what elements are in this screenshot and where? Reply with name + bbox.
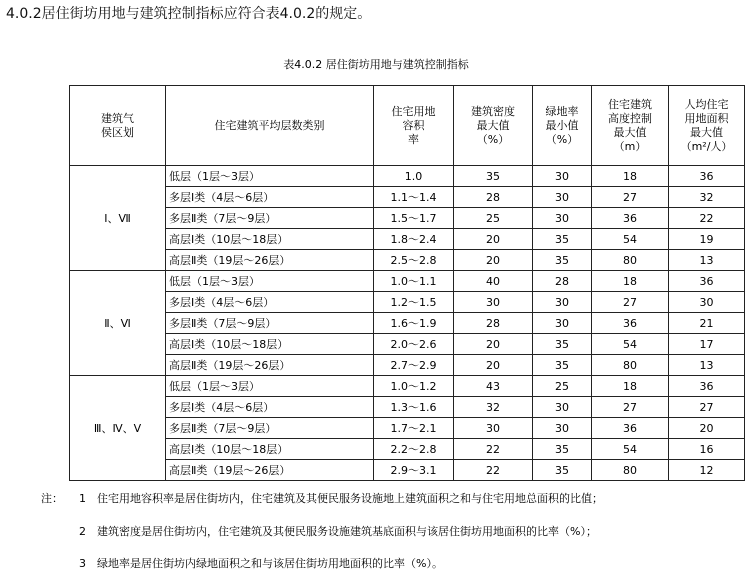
column-header-line: 最小值 [545, 118, 579, 132]
area-cell: 27 [669, 397, 745, 418]
type-cell: 高层Ⅰ类（10层～18层） [166, 334, 374, 355]
area-cell: 36 [669, 271, 745, 292]
green-cell: 35 [533, 460, 592, 481]
area-cell: 16 [669, 439, 745, 460]
density-cell: 25 [454, 208, 533, 229]
type-cell: 多层Ⅰ类（4层～6层） [166, 292, 374, 313]
table-body [70, 166, 745, 481]
area-cell: 32 [669, 187, 745, 208]
density-cell: 32 [454, 397, 533, 418]
height-cell: 36 [592, 208, 669, 229]
type-cell: 多层Ⅰ类（4层～6层） [166, 187, 374, 208]
density-cell: 20 [454, 250, 533, 271]
density-cell: 40 [454, 271, 533, 292]
column-header-line: 建筑气 [101, 111, 134, 125]
type-cell: 多层Ⅱ类（7层～9层） [166, 313, 374, 334]
type-cell: 高层Ⅰ类（10层～18层） [166, 229, 374, 250]
height-cell: 36 [592, 418, 669, 439]
header-row [70, 86, 745, 166]
height-cell: 36 [592, 313, 669, 334]
table-row [70, 166, 745, 187]
far-cell: 1.0～1.2 [374, 376, 454, 397]
column-header-line: 率 [408, 132, 419, 146]
type-cell: 低层（1层～3层） [166, 166, 374, 187]
density-cell: 22 [454, 439, 533, 460]
green-cell: 35 [533, 355, 592, 376]
column-header-line: 绿地率 [545, 104, 579, 118]
table-row [70, 208, 745, 229]
green-cell: 25 [533, 376, 592, 397]
area-cell: 36 [669, 166, 745, 187]
column-header-line: 住宅用地 [391, 104, 436, 118]
height-cell: 18 [592, 271, 669, 292]
climate-zone-cell: Ⅱ、Ⅵ [70, 271, 166, 376]
table-row [70, 418, 745, 439]
height-cell: 54 [592, 334, 669, 355]
density-cell: 20 [454, 355, 533, 376]
table-row [70, 271, 745, 292]
density-cell: 35 [454, 166, 533, 187]
column-header-line: （%） [476, 132, 510, 146]
note-line [41, 491, 603, 507]
far-cell: 2.0～2.6 [374, 334, 454, 355]
height-cell: 80 [592, 460, 669, 481]
column-header [70, 86, 166, 166]
table-row [70, 439, 745, 460]
far-cell: 2.9～3.1 [374, 460, 454, 481]
column-header-line: 建筑密度 [471, 104, 515, 118]
far-cell: 1.3～1.6 [374, 397, 454, 418]
area-cell: 17 [669, 334, 745, 355]
area-cell: 30 [669, 292, 745, 313]
area-cell: 13 [669, 250, 745, 271]
height-cell: 27 [592, 187, 669, 208]
table-row [70, 292, 745, 313]
green-cell: 30 [533, 187, 592, 208]
height-cell: 18 [592, 376, 669, 397]
section-heading: 4.0.2居住街坊用地与建筑控制指标应符合表4.0.2的规定。 [6, 6, 372, 22]
area-cell: 19 [669, 229, 745, 250]
green-cell: 35 [533, 250, 592, 271]
table-caption: 表4.0.2 居住街坊用地与建筑控制指标 [283, 58, 469, 71]
green-cell: 35 [533, 334, 592, 355]
density-cell: 22 [454, 460, 533, 481]
type-cell: 高层Ⅱ类（19层～26层） [166, 355, 374, 376]
note-text: 住宅用地容积率是居住街坊内，住宅建筑及其便民服务设施地上建筑面积之和与住宅用地总面积的比值； [97, 492, 603, 505]
type-cell: 高层Ⅱ类（19层～26层） [166, 250, 374, 271]
far-cell: 1.5～1.7 [374, 208, 454, 229]
table-row [70, 355, 745, 376]
far-cell: 1.2～1.5 [374, 292, 454, 313]
green-cell: 30 [533, 166, 592, 187]
green-cell: 30 [533, 313, 592, 334]
note-number: 2 [79, 525, 86, 538]
column-header-line: 高度控制 [608, 111, 652, 125]
note-line [41, 524, 597, 540]
column-header [166, 86, 374, 166]
column-header-line: 用地面积 [684, 111, 729, 125]
height-cell: 27 [592, 397, 669, 418]
note-text: 建筑密度是居住街坊内，住宅建筑及其便民服务设施建筑基底面积与该居住街坊用地面积的比率（%）； [97, 525, 597, 538]
height-cell: 54 [592, 439, 669, 460]
column-header [592, 86, 669, 166]
type-cell: 多层Ⅰ类（4层～6层） [166, 397, 374, 418]
green-cell: 35 [533, 439, 592, 460]
table-row [70, 397, 745, 418]
climate-zone-cell: Ⅲ、Ⅳ、Ⅴ [70, 376, 166, 481]
column-header [454, 86, 533, 166]
far-cell: 1.7～2.1 [374, 418, 454, 439]
column-header-line: 住宅建筑 [608, 97, 652, 111]
type-cell: 低层（1层～3层） [166, 271, 374, 292]
type-cell: 高层Ⅰ类（10层～18层） [166, 439, 374, 460]
column-header-line: 最大值 [613, 125, 647, 139]
far-cell: 1.6～1.9 [374, 313, 454, 334]
table-row [70, 376, 745, 397]
table-row [70, 229, 745, 250]
column-header [533, 86, 592, 166]
note-text: 绿地率是居住街坊内绿地面积之和与该居住街坊用地面积的比率（%）。 [97, 557, 443, 570]
green-cell: 30 [533, 208, 592, 229]
column-header-line: 最大值 [690, 125, 723, 139]
height-cell: 80 [592, 355, 669, 376]
type-cell: 多层Ⅱ类（7层～9层） [166, 418, 374, 439]
density-cell: 28 [454, 187, 533, 208]
column-header-line: 人均住宅 [684, 97, 729, 111]
height-cell: 27 [592, 292, 669, 313]
far-cell: 1.0 [374, 166, 454, 187]
note-number: 1 [79, 492, 86, 505]
area-cell: 13 [669, 355, 745, 376]
control-index-table [69, 85, 745, 481]
table-row [70, 250, 745, 271]
column-header-line: 最大值 [476, 118, 510, 132]
density-cell: 20 [454, 229, 533, 250]
area-cell: 22 [669, 208, 745, 229]
column-header-line: （m²/人） [680, 139, 733, 153]
green-cell: 30 [533, 397, 592, 418]
table-header [70, 86, 745, 166]
table-row [70, 460, 745, 481]
table-row [70, 334, 745, 355]
column-header-line: 侯区划 [101, 125, 134, 139]
far-cell: 1.1～1.4 [374, 187, 454, 208]
height-cell: 54 [592, 229, 669, 250]
type-cell: 高层Ⅱ类（19层～26层） [166, 460, 374, 481]
note-number: 3 [79, 557, 86, 570]
area-cell: 36 [669, 376, 745, 397]
green-cell: 30 [533, 418, 592, 439]
column-header-line: 住宅建筑平均层数类别 [214, 118, 325, 132]
far-cell: 1.8～2.4 [374, 229, 454, 250]
density-cell: 28 [454, 313, 533, 334]
column-header-line: （m） [613, 139, 647, 153]
column-header-line: 容积 [402, 118, 425, 132]
area-cell: 21 [669, 313, 745, 334]
note-prefix: 注： [41, 492, 63, 505]
area-cell: 12 [669, 460, 745, 481]
density-cell: 20 [454, 334, 533, 355]
green-cell: 30 [533, 292, 592, 313]
far-cell: 2.7～2.9 [374, 355, 454, 376]
climate-zone-cell: Ⅰ、Ⅶ [70, 166, 166, 271]
far-cell: 1.0～1.1 [374, 271, 454, 292]
type-cell: 低层（1层～3层） [166, 376, 374, 397]
height-cell: 18 [592, 166, 669, 187]
column-header [669, 86, 745, 166]
far-cell: 2.2～2.8 [374, 439, 454, 460]
column-header-line: （%） [545, 132, 579, 146]
table-row [70, 187, 745, 208]
table-row [70, 313, 745, 334]
green-cell: 28 [533, 271, 592, 292]
green-cell: 35 [533, 229, 592, 250]
density-cell: 30 [454, 292, 533, 313]
density-cell: 43 [454, 376, 533, 397]
far-cell: 2.5～2.8 [374, 250, 454, 271]
density-cell: 30 [454, 418, 533, 439]
height-cell: 80 [592, 250, 669, 271]
area-cell: 20 [669, 418, 745, 439]
type-cell: 多层Ⅱ类（7层～9层） [166, 208, 374, 229]
column-header [374, 86, 454, 166]
